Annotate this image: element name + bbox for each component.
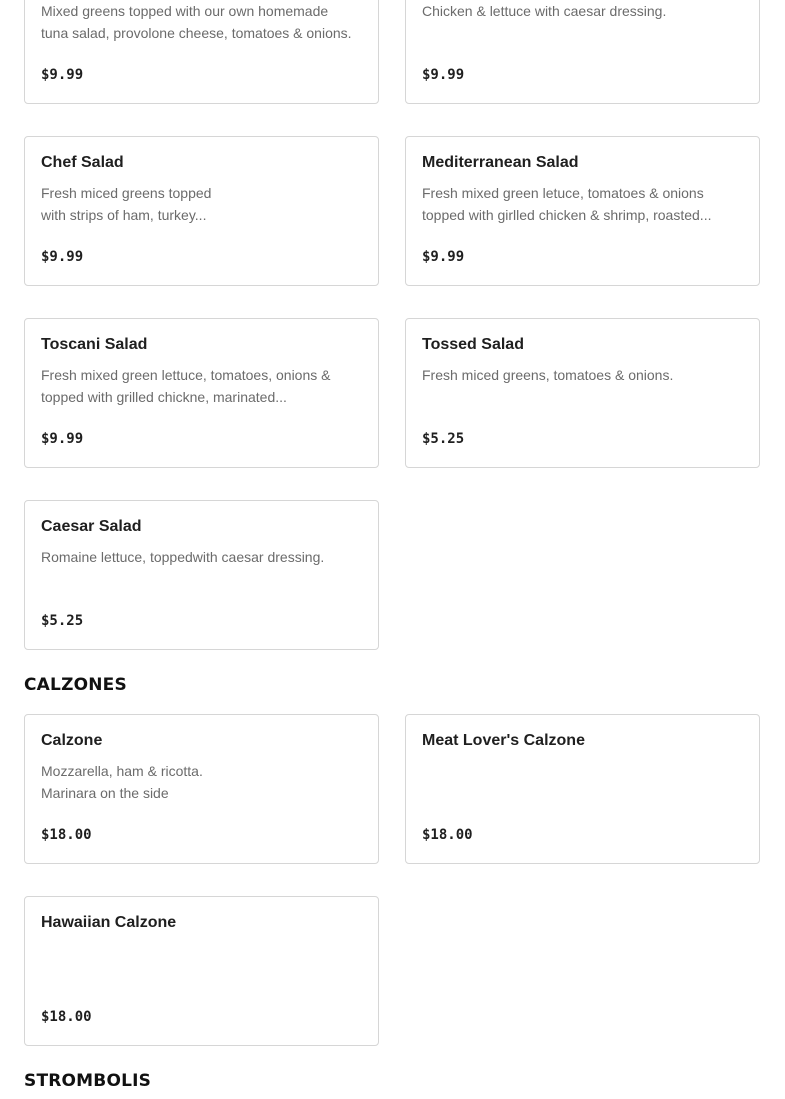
menu-item-title: Caesar Salad xyxy=(41,518,142,535)
menu-item-card-hawaiian-calzone[interactable] xyxy=(24,896,379,1046)
menu-item-description: Fresh miced greens topped with strips of ham, turkey... xyxy=(41,185,212,223)
menu-item-card-tossed-salad[interactable] xyxy=(405,318,760,468)
menu-item-price: $9.99 xyxy=(41,249,84,265)
menu-item-price: $18.00 xyxy=(41,827,92,843)
menu-item-card-meat-lovers-calzone[interactable] xyxy=(405,714,760,864)
menu-item-price: $5.25 xyxy=(41,613,84,629)
menu-item-description: Fresh mixed green letuce, tomatoes & onions topped with girlled chicken & shrimp, roasted... xyxy=(422,185,712,223)
menu-item-description: Romaine lettuce, toppedwith caesar dressing. xyxy=(41,549,325,565)
menu-item-title: Hawaiian Calzone xyxy=(41,914,177,931)
menu-item-price: $5.25 xyxy=(422,431,465,447)
menu-item-price: $18.00 xyxy=(422,827,473,843)
menu-item-description: Fresh miced greens, tomatoes & onions. xyxy=(422,367,674,383)
menu-item-title: Toscani Salad xyxy=(41,336,148,353)
menu-item-price: $18.00 xyxy=(41,1009,92,1025)
menu-item-title: Meat Lover's Calzone xyxy=(422,732,585,749)
menu-item-price: $9.99 xyxy=(422,249,465,265)
menu-item-card-toscani-salad[interactable] xyxy=(24,318,379,468)
section-header-calzones: CALZONES xyxy=(24,675,127,695)
menu-item-title: Tossed Salad xyxy=(422,336,524,353)
menu-item-card-calzone[interactable] xyxy=(24,714,379,864)
menu-item-card-chicken-caesar[interactable] xyxy=(405,0,760,104)
menu-item-title: Mediterranean Salad xyxy=(422,154,579,171)
menu-item-description: Chicken & lettuce with caesar dressing. xyxy=(422,3,667,19)
menu-item-description: Mozzarella, ham & ricotta. Marinara on the side xyxy=(41,763,203,801)
menu-item-price: $9.99 xyxy=(41,67,84,83)
menu-item-price: $9.99 xyxy=(422,67,465,83)
menu-item-card-chef-salad[interactable] xyxy=(24,136,379,286)
menu-item-price: $9.99 xyxy=(41,431,84,447)
menu-item-card-mediterranean-salad[interactable] xyxy=(405,136,760,286)
menu-item-description: Mixed greens topped with our own homemade tuna salad, provolone cheese, tomatoes & onions. xyxy=(41,3,352,41)
menu-item-card-caesar-salad[interactable] xyxy=(24,500,379,650)
section-header-strombolis: STROMBOLIS xyxy=(24,1071,152,1091)
menu-item-description: Fresh mixed green lettuce, tomatoes, onions & topped with grilled chickne, marinated... xyxy=(41,367,331,405)
menu-item-card-tuna-salad[interactable] xyxy=(24,0,379,104)
menu-item-title: Chef Salad xyxy=(41,154,124,171)
menu-item-title: Calzone xyxy=(41,732,103,749)
